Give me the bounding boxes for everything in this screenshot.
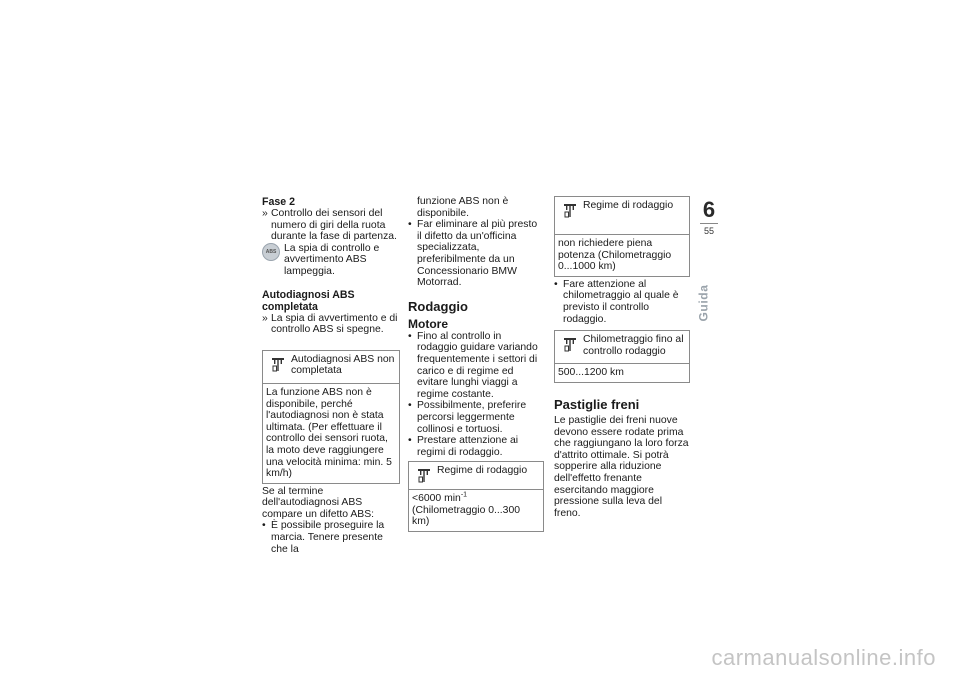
bullet-text: Possibilmente, preferire percorsi leggermente collinosi e tortuosi. (417, 400, 527, 435)
bullet-item (408, 331, 544, 401)
chapter-number: 6 (702, 197, 716, 222)
info-box-body: 500...1200 km (558, 367, 624, 379)
column-2 (408, 196, 544, 532)
section-title: Rodaggio (408, 298, 468, 314)
info-box-body (409, 490, 543, 531)
chapter-divider (700, 223, 718, 224)
tool-icon (271, 357, 285, 373)
step-item (262, 313, 400, 336)
section-title: Pastiglie freni (554, 396, 640, 412)
tool-icon (563, 203, 577, 219)
bullet-text: Fino al controllo in rodaggio guidare variando frequentemente i settori di carico e di regime ed evitare lunghi viaggi a regime costante. (417, 330, 538, 400)
bullet-marker: • (262, 520, 266, 532)
step-marker: » (262, 208, 268, 219)
step-text: Controllo dei sensori del numero di giri della ruota durante la fase di partenza. (271, 208, 397, 243)
info-box (554, 330, 690, 383)
bullet-marker: • (408, 400, 412, 412)
bullet-marker: • (408, 435, 412, 447)
info-box-header (555, 331, 689, 364)
column-1 (262, 196, 400, 555)
bullet-item (554, 279, 690, 325)
info-box-title: Regime di rodaggio (583, 200, 674, 211)
chapter-label (698, 278, 720, 326)
rpm-unit-exponent: -1 (460, 491, 468, 499)
chapter-label-text: Guida (696, 284, 711, 322)
bullet-text: È possibile proseguire la marcia. Tenere presente che la (271, 520, 385, 555)
abs-info-text: La spia di controllo e avvertimento ABS lampeggia. (284, 242, 380, 277)
info-box-header (409, 462, 543, 490)
step-text: La spia di avvertimento e di controllo ABS si spegne. (271, 312, 398, 336)
bullet-item (408, 400, 544, 435)
info-box (554, 196, 690, 277)
fase-title: Fase 2 (262, 196, 295, 208)
watermark: carmanualsonline.info (711, 645, 936, 670)
bullet-text: Prestare attenzione ai regimi di rodaggio. (417, 435, 519, 458)
tool-icon (417, 468, 431, 484)
info-box-title: Chilometraggio fino al controllo rodaggio (583, 334, 684, 357)
info-box-title: Autodiagnosi ABS non completata (291, 353, 395, 377)
rpm-value: <6000 min (412, 493, 461, 505)
info-box (262, 350, 400, 484)
step-item (262, 208, 400, 243)
rpm-mileage: (Chilometraggio 0...300 km) (412, 504, 521, 528)
info-box-body: non richiedere piena potenza (Chilometraggio 0...1000 km) (558, 238, 672, 273)
bullet-item (408, 435, 544, 458)
bullet-item (262, 520, 400, 555)
bullet-marker: • (408, 330, 412, 342)
abs-warning-icon: ABS (262, 243, 280, 261)
info-box-header (263, 351, 399, 384)
info-box-title: Regime di rodaggio (437, 465, 528, 477)
info-box-header (555, 197, 689, 235)
subsection-title: Motore (408, 316, 448, 331)
abs-info-row (262, 243, 400, 278)
step-marker: » (262, 312, 268, 324)
page-number: 55 (703, 226, 714, 236)
continued-text: funzione ABS non è disponibile. (417, 196, 509, 219)
bullet-item (408, 219, 544, 289)
bullet-marker: • (554, 278, 558, 290)
auto-title: Autodiagnosi ABS completata (262, 288, 355, 313)
info-box-body: La funzione ABS non è disponibile, perché l'autodiagnosi non è stata ultimata. (Per effettuare il controllo dei sensori ruota, la moto deve raggiungere una velocità minima: min. 5 km/h) (266, 386, 392, 480)
after-box-text: Se al termine dell'autodiagnosi ABS compare un difetto ABS: (262, 485, 375, 520)
bullet-marker: • (408, 219, 412, 231)
tool-icon (563, 337, 577, 353)
info-box (408, 461, 544, 532)
bullet-text: Far eliminare al più presto il difetto da un'officina specializzata, preferibilmente da un Concessionario BMW Motorrad. (417, 219, 538, 289)
paragraph: Le pastiglie dei freni nuove devono essere rodate prima che raggiungano la loro forza d'attrito ottimale. Si potrà sopperire alla riduzione dell'effetto frenante esercitando maggiore pressione sulla leva del freno. (554, 414, 689, 519)
bullet-text: Fare attenzione al chilometraggio al quale è previsto il controllo rodaggio. (563, 278, 679, 325)
column-3 (554, 196, 690, 519)
